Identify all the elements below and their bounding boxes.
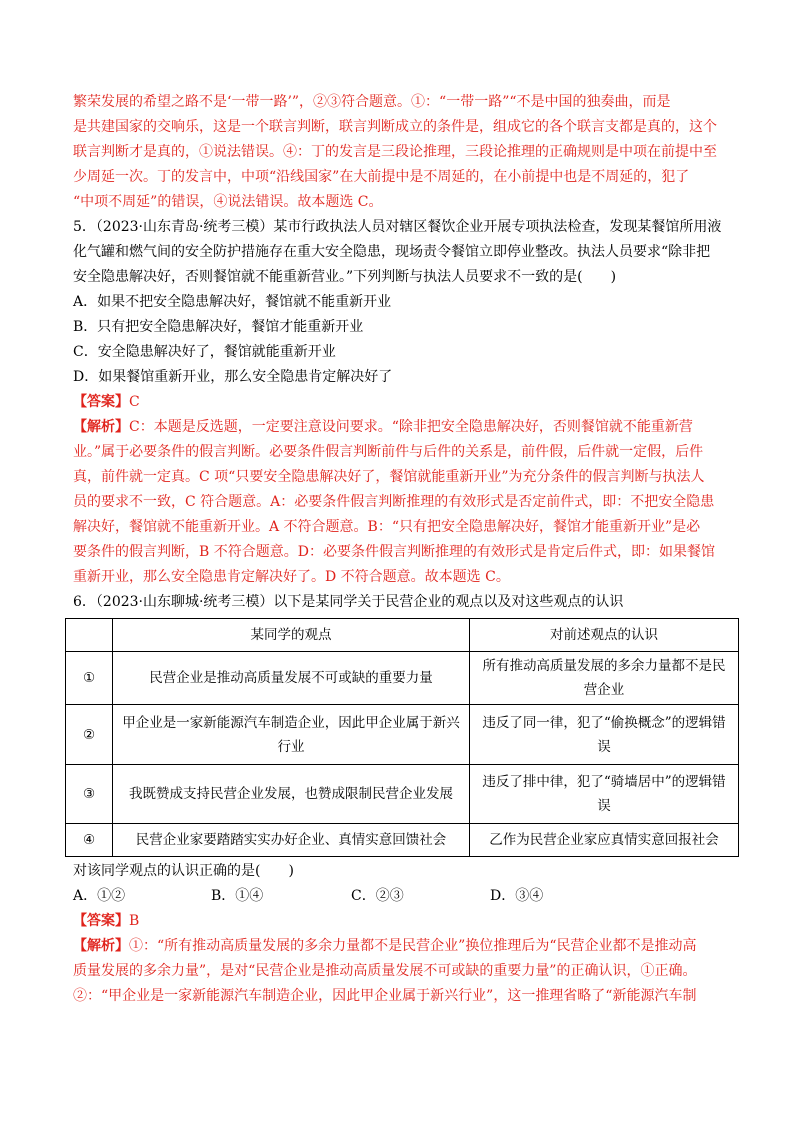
analysis-line: 质量发展的多余力量”，是对“民营企业是推动高质量发展不可或缺的重要力量”的正确认识，①正确。 bbox=[73, 963, 697, 979]
analysis-line: 少周延一次。丁的发言中，中项“沿线国家”在大前提中是不周延的，在小前提中也是不周延的，犯了 bbox=[73, 169, 690, 185]
option-d: D．③④ bbox=[490, 888, 544, 904]
analysis-line: 联言判断才是真的，①说法错误。④：丁的发言是三段论推理，三段论推理的正确规则是中项在前提中至 bbox=[73, 144, 717, 160]
analysis-text: ①：“所有推动高质量发展的多余力量都不是民营企业”换位推理后为“民营企业都不是推动高 bbox=[129, 938, 697, 954]
answer-tag: 【答案】 bbox=[73, 913, 129, 929]
table-row bbox=[66, 652, 739, 705]
row-number: ③ bbox=[66, 765, 113, 824]
question-stem: 6．（2023·山东聊城·统考三模）以下是某同学关于民营企业的观点以及对这些观点的认识 bbox=[73, 594, 624, 610]
option-a: A．如果不把安全隐患解决好，餐馆就不能重新开业 bbox=[73, 294, 392, 310]
option-b: B．①④ bbox=[211, 888, 264, 904]
answer-line bbox=[73, 909, 741, 934]
analysis-tag: 【解析】 bbox=[73, 938, 129, 954]
analysis-line: “中项不周延”的错误，④说法错误。故本题选 C。 bbox=[73, 194, 383, 210]
view-cell: 我既赞成支持民营企业发展，也赞成限制民营企业发展 bbox=[113, 765, 470, 824]
comment-cell: 违反了同一律，犯了“偷换概念”的逻辑错误 bbox=[470, 705, 739, 765]
view-cell: 民营企业家要踏踏实实办好企业、真情实意回馈社会 bbox=[113, 824, 470, 857]
question-6 bbox=[73, 590, 741, 1009]
view-cell: 甲企业是一家新能源汽车制造企业，因此甲企业属于新兴行业 bbox=[113, 705, 470, 765]
row-number: ① bbox=[66, 652, 113, 705]
table-header-cell: 对前述观点的认识 bbox=[470, 619, 739, 652]
comment-cell: 乙作为民营企业家应真情实意回报社会 bbox=[470, 824, 739, 857]
comment-cell: 所有推动高质量发展的多余力量都不是民营企业 bbox=[470, 652, 739, 705]
option-d: D．如果餐馆重新开业，那么安全隐患肯定解决好了 bbox=[73, 369, 393, 385]
option-c: C．安全隐患解决好了，餐馆就能重新开业 bbox=[73, 344, 336, 360]
table-row bbox=[66, 705, 739, 765]
analysis-line: 重新开业，那么安全隐患肯定解决好了。D 不符合题意。故本题选 C。 bbox=[73, 569, 510, 585]
table-row bbox=[66, 765, 739, 824]
answer-tag: 【答案】 bbox=[73, 394, 129, 410]
question-stem-line: 5．（2023·山东青岛·统考三模）某市行政执法人员对辖区餐饮企业开展专项执法检查，发现某餐馆所用液 bbox=[73, 219, 722, 235]
analysis-line: 是共建国家的交响乐，这是一个联言判断，联言判断成立的条件是，组成它的各个联言支都是真的，这个 bbox=[73, 119, 717, 135]
analysis-text: C：本题是反选题，一定要注意设问要求。“除非把安全隐患解决好，否则餐馆就不能重新营 bbox=[129, 419, 693, 435]
question-stem-line: 安全隐患解决好，否则餐馆就不能重新营业。”下列判断与执法人员要求不一致的是( ) bbox=[73, 269, 617, 285]
option-a: A．①② bbox=[73, 888, 126, 904]
answer-value: C bbox=[129, 394, 140, 410]
comment-cell: 违反了排中律，犯了“骑墙居中”的逻辑错误 bbox=[470, 765, 739, 824]
analysis-line bbox=[73, 415, 741, 440]
row-number: ④ bbox=[66, 824, 113, 857]
table-header-cell bbox=[66, 619, 113, 652]
view-cell: 民营企业是推动高质量发展不可或缺的重要力量 bbox=[113, 652, 470, 705]
analysis-tag: 【解析】 bbox=[73, 419, 129, 435]
analysis-line: 繁荣发展的希望之路不是‘一带一路’”，②③符合题意。①：“一带一路”“不是中国的独奏曲，而是 bbox=[73, 94, 671, 110]
answer-value: B bbox=[129, 913, 140, 929]
document-page bbox=[73, 90, 741, 1009]
table-row bbox=[66, 824, 739, 857]
question-prompt: 对该同学观点的认识正确的是( ) bbox=[73, 863, 294, 879]
table-header-cell: 某同学的观点 bbox=[113, 619, 470, 652]
analysis-line: 员的要求不一致，C 符合题意。A：必要条件假言判断推理的有效形式是否定前件式，即：不把安全隐患 bbox=[73, 494, 715, 510]
analysis-line: ②：“甲企业是一家新能源汽车制造企业，因此甲企业属于新兴行业”，这一推理省略了“新能源汽车制 bbox=[73, 988, 697, 1004]
row-number: ② bbox=[66, 705, 113, 765]
analysis-line bbox=[73, 934, 741, 959]
table-header-row bbox=[66, 619, 739, 652]
answer-line bbox=[73, 390, 741, 415]
views-table bbox=[65, 618, 739, 857]
analysis-line: 要条件的假言判断，B 不符合题意。D：必要条件假言判断推理的有效形式是肯定后件式，即：如果餐馆 bbox=[73, 544, 715, 560]
option-b: B．只有把安全隐患解决好，餐馆才能重新开业 bbox=[73, 319, 364, 335]
analysis-line: 真，前件就一定真。C 项“只要安全隐患解决好了，餐馆就能重新开业”为充分条件的假言判断与执法人 bbox=[73, 469, 705, 485]
options-row bbox=[73, 884, 741, 909]
question-stem-line: 化气罐和燃气间的安全防护措施存在重大安全隐患，现场责令餐馆立即停业整改。执法人员要求“除非把 bbox=[73, 244, 711, 260]
option-c: C．②③ bbox=[351, 888, 404, 904]
analysis-line: 解决好，餐馆就不能重新开业。A 不符合题意。B：“只有把安全隐患解决好，餐馆才能重新开业”是必 bbox=[73, 519, 701, 535]
question-5 bbox=[73, 215, 741, 590]
previous-analysis bbox=[73, 90, 741, 215]
analysis-line: 业。”属于必要条件的假言判断。必要条件假言判断前件与后件的关系是，前件假，后件就一定假，后件 bbox=[73, 444, 704, 460]
